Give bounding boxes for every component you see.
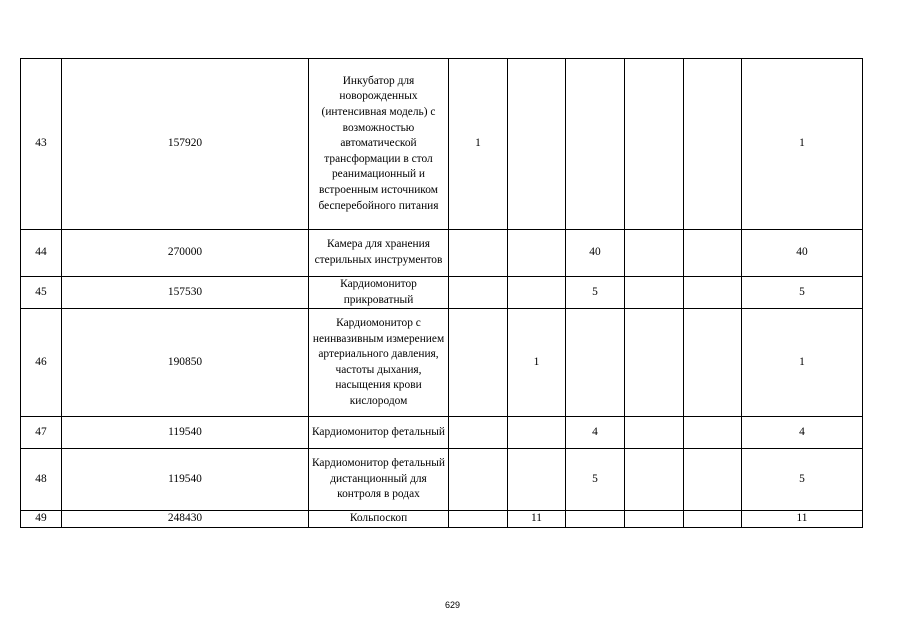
qty-col-2-cell [508, 417, 566, 449]
qty-col-1-cell [449, 309, 508, 417]
qty-col-4-cell [625, 277, 684, 309]
item-code-cell: 119540 [62, 449, 309, 511]
qty-col-1-cell [449, 277, 508, 309]
qty-col-3-cell: 5 [566, 449, 625, 511]
row-number-cell: 43 [21, 59, 62, 230]
qty-col-4-cell [625, 511, 684, 528]
qty-col-4-cell [625, 449, 684, 511]
item-name-cell: Камера для хранения стерильных инструментов [309, 230, 449, 277]
qty-col-5-cell [684, 417, 742, 449]
qty-col-2-cell [508, 449, 566, 511]
table-row [21, 417, 863, 449]
qty-col-3-cell: 40 [566, 230, 625, 277]
qty-col-5-cell [684, 277, 742, 309]
qty-col-5-cell [684, 511, 742, 528]
item-name-cell: Кольпоскоп [309, 511, 449, 528]
row-number-cell: 47 [21, 417, 62, 449]
qty-col-3-cell [566, 59, 625, 230]
item-code-cell: 248430 [62, 511, 309, 528]
qty-col-3-cell [566, 511, 625, 528]
item-code-cell: 270000 [62, 230, 309, 277]
qty-col-5-cell [684, 309, 742, 417]
qty-col-4-cell [625, 230, 684, 277]
equipment-table [20, 58, 863, 528]
item-name-cell: Инкубатор для новорожденных (интенсивная модель) с возможностью автоматической трансформации в стол реанимационный и встроенным источником бесперебойного питания [309, 59, 449, 230]
item-name-cell: Кардиомонитор с неинвазивным измерением артериального давления, частоты дыхания, насыщения крови кислородом [309, 309, 449, 417]
table-row [21, 309, 863, 417]
table-body [21, 59, 863, 528]
item-code-cell: 119540 [62, 417, 309, 449]
item-code-cell: 190850 [62, 309, 309, 417]
row-number-cell: 44 [21, 230, 62, 277]
total-qty-cell: 4 [742, 417, 863, 449]
item-name-cell: Кардиомонитор фетальный дистанционный для контроля в родах [309, 449, 449, 511]
total-qty-cell: 5 [742, 449, 863, 511]
qty-col-1-cell [449, 449, 508, 511]
item-code-cell: 157920 [62, 59, 309, 230]
table-row [21, 59, 863, 230]
total-qty-cell: 40 [742, 230, 863, 277]
qty-col-3-cell [566, 309, 625, 417]
item-code-cell: 157530 [62, 277, 309, 309]
qty-col-1-cell [449, 417, 508, 449]
qty-col-5-cell [684, 59, 742, 230]
table-row [21, 277, 863, 309]
table-row [21, 511, 863, 528]
row-number-cell: 49 [21, 511, 62, 528]
item-name-cell: Кардиомонитор прикроватный [309, 277, 449, 309]
row-number-cell: 45 [21, 277, 62, 309]
table-row [21, 449, 863, 511]
total-qty-cell: 11 [742, 511, 863, 528]
qty-col-2-cell [508, 277, 566, 309]
qty-col-5-cell [684, 449, 742, 511]
page-number: 629 [444, 600, 461, 610]
qty-col-1-cell [449, 230, 508, 277]
total-qty-cell: 1 [742, 309, 863, 417]
total-qty-cell: 1 [742, 59, 863, 230]
row-number-cell: 46 [21, 309, 62, 417]
qty-col-3-cell: 5 [566, 277, 625, 309]
qty-col-2-cell: 11 [508, 511, 566, 528]
row-number-cell: 48 [21, 449, 62, 511]
qty-col-4-cell [625, 309, 684, 417]
qty-col-1-cell: 1 [449, 59, 508, 230]
qty-col-5-cell [684, 230, 742, 277]
qty-col-2-cell [508, 59, 566, 230]
qty-col-1-cell [449, 511, 508, 528]
total-qty-cell: 5 [742, 277, 863, 309]
qty-col-4-cell [625, 59, 684, 230]
qty-col-2-cell [508, 230, 566, 277]
qty-col-2-cell: 1 [508, 309, 566, 417]
item-name-cell: Кардиомонитор фетальный [309, 417, 449, 449]
table-row [21, 230, 863, 277]
qty-col-3-cell: 4 [566, 417, 625, 449]
qty-col-4-cell [625, 417, 684, 449]
